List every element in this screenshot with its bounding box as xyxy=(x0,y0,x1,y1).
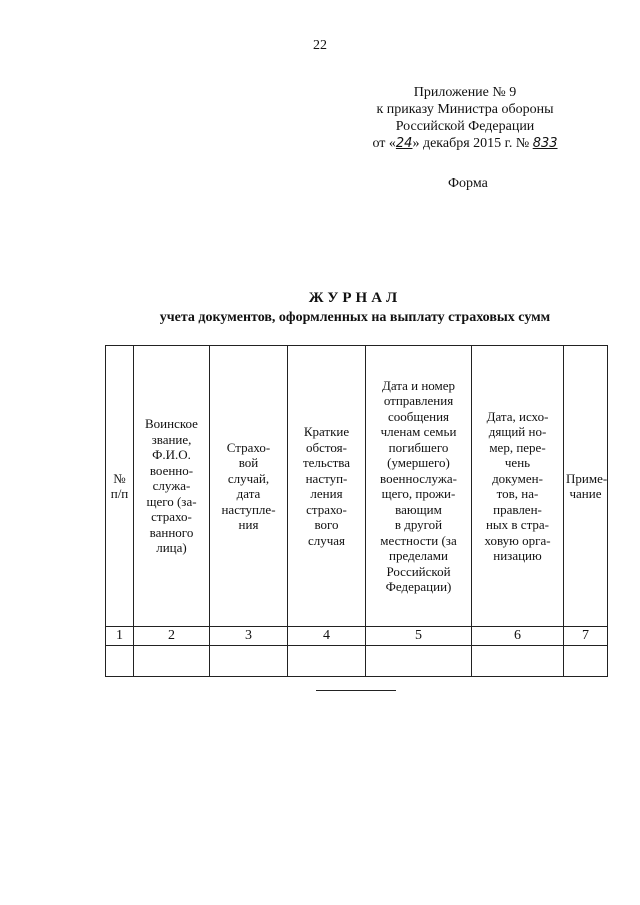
table-cell xyxy=(288,646,366,677)
column-number: 1 xyxy=(106,627,134,646)
table-cell xyxy=(210,646,288,677)
appendix-line-2: к приказу Министра обороны xyxy=(376,102,554,117)
table-cell xyxy=(106,646,134,677)
appendix-date-line xyxy=(340,135,590,152)
column-number-row xyxy=(106,627,608,646)
appendix-line-3: Российской Федерации xyxy=(395,119,535,134)
header-cell: Дата и номер отправления сообщения членам семьи погибшего (умершего) военнослужа- щего, прожи- вающим в другой местности (за пределами Российской Федерации) xyxy=(366,346,472,627)
date-prefix: от « xyxy=(372,136,396,151)
page-number: 22 xyxy=(313,38,327,53)
document-subtitle: учета документов, оформленных на выплату страховых сумм xyxy=(159,310,551,325)
column-number: 5 xyxy=(366,627,472,646)
date-middle: » декабря 2015 г. № xyxy=(412,136,530,151)
table-cell xyxy=(472,646,564,677)
table-row xyxy=(106,646,608,677)
date-day-handwritten: 24 xyxy=(395,136,413,151)
header-cell: Дата, исхо- дящий но- мер, пере- чень докумен- тов, на- правлен- ных в стра- ховую орга- низацию xyxy=(472,346,564,627)
table-cell xyxy=(366,646,472,677)
column-number: 7 xyxy=(564,627,608,646)
table-cell xyxy=(564,646,608,677)
column-number: 2 xyxy=(134,627,210,646)
column-number: 6 xyxy=(472,627,564,646)
header-cell: Приме- чание xyxy=(564,346,608,627)
divider-line xyxy=(316,690,396,691)
appendix-line-1: Приложение № 9 xyxy=(413,85,517,100)
order-number-handwritten: 833 xyxy=(532,136,558,151)
appendix-block xyxy=(340,84,590,152)
form-label: Форма xyxy=(448,176,488,191)
header-cell: № п/п xyxy=(106,346,134,627)
document-title: ЖУРНАЛ xyxy=(308,290,402,306)
header-cell: Воинское звание, Ф.И.О. военно- служа- щего (за- страхо- ванного лица) xyxy=(134,346,210,627)
header-cell: Краткие обстоя- тельства наступ- ления страхо- вого случая xyxy=(288,346,366,627)
table-header-row xyxy=(106,346,608,627)
table-cell xyxy=(134,646,210,677)
journal-table xyxy=(105,345,608,677)
header-cell: Страхо- вой случай, дата наступле- ния xyxy=(210,346,288,627)
column-number: 4 xyxy=(288,627,366,646)
column-number: 3 xyxy=(210,627,288,646)
